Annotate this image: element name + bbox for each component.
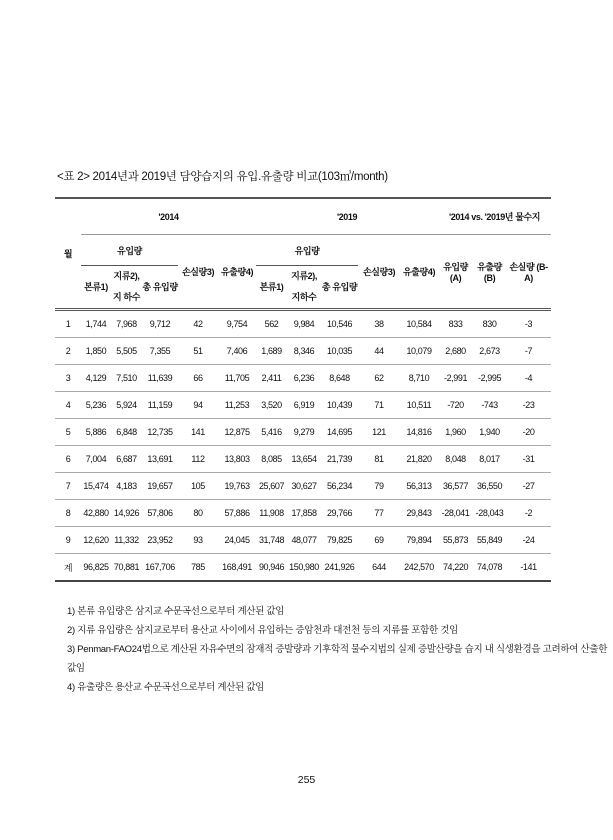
table-cell: 8,710 xyxy=(400,365,438,392)
table-cell: 1,744 xyxy=(81,310,111,338)
table-cell: 6,236 xyxy=(287,365,321,392)
table-cell: 7 xyxy=(55,473,81,500)
table-cell: 77 xyxy=(358,500,400,527)
table-cell: 6 xyxy=(55,446,81,473)
table-cell: 8,346 xyxy=(287,338,321,365)
table-cell: 11,639 xyxy=(142,365,178,392)
table-cell: -743 xyxy=(473,392,506,419)
table-cell: 79 xyxy=(358,473,400,500)
header-2014: '2014 xyxy=(81,198,256,235)
table-cell: 8,048 xyxy=(438,446,473,473)
header-tributary-2014: 지류2),지 하수 xyxy=(113,271,140,302)
table-cell: 90,946 xyxy=(256,554,287,582)
table-cell: 12,875 xyxy=(218,419,256,446)
header-inflow-2014: 유입량 xyxy=(81,235,178,266)
table-cell: 31,748 xyxy=(256,527,287,554)
page-number: 255 xyxy=(297,774,316,786)
header-main-2014: 본류1) xyxy=(84,281,108,292)
table-cell: 7,406 xyxy=(218,338,256,365)
table-cell: 36,550 xyxy=(473,473,506,500)
table-cell: 1,850 xyxy=(81,338,111,365)
header-outflow-b: 유출량 (B) xyxy=(477,262,502,283)
header-main-2019: 본류1) xyxy=(259,281,284,292)
table-cell: 13,654 xyxy=(287,446,321,473)
table-cell: 7,968 xyxy=(111,310,142,338)
table-cell: 150,980 xyxy=(287,554,321,582)
table-cell: 19,763 xyxy=(218,473,256,500)
table-cell: 4,129 xyxy=(81,365,111,392)
table-cell: 57,806 xyxy=(142,500,178,527)
table-cell: 10,511 xyxy=(400,392,438,419)
header-total-2019: 총 유입량 xyxy=(321,281,358,292)
table-cell: 25,607 xyxy=(256,473,287,500)
table-cell: 55,873 xyxy=(438,527,473,554)
table-cell: 11,705 xyxy=(218,365,256,392)
header-inflow-2019: 유입량 xyxy=(256,235,358,266)
table-cell: 2 xyxy=(55,338,81,365)
table-cell: -31 xyxy=(506,446,551,473)
footnote-1: 1) 본류 유입량은 삼지교 수문곡선으로부터 계산된 값임 xyxy=(67,606,285,617)
footnotes xyxy=(67,602,613,697)
table-row xyxy=(55,338,551,365)
table-cell: 30,627 xyxy=(287,473,321,500)
table-cell: 66 xyxy=(178,365,218,392)
table-cell: 105 xyxy=(178,473,218,500)
header-tributary-2019: 지류2), 지하수 xyxy=(291,271,317,302)
table-cell: 17,858 xyxy=(287,500,321,527)
table-cell: 48,077 xyxy=(287,527,321,554)
table-cell: 74,078 xyxy=(473,554,506,582)
water-balance-table xyxy=(55,197,551,582)
table-cell: 5,886 xyxy=(81,419,111,446)
footnote-4: 4) 유출량은 용산교 수문곡선으로부터 계산된 값임 xyxy=(67,682,265,693)
table-cell: 2,411 xyxy=(256,365,287,392)
table-row xyxy=(55,419,551,446)
table-cell: 3,520 xyxy=(256,392,287,419)
table-cell: -28,041 xyxy=(438,500,473,527)
table-cell: 81 xyxy=(358,446,400,473)
table-cell: 10,439 xyxy=(321,392,358,419)
table-cell: 6,919 xyxy=(287,392,321,419)
table-cell: 785 xyxy=(178,554,218,582)
table-cell: 242,570 xyxy=(400,554,438,582)
table-cell: 21,739 xyxy=(321,446,358,473)
header-loss-2019: 손실량3) xyxy=(362,267,396,277)
table-cell: -7 xyxy=(506,338,551,365)
table-row xyxy=(55,392,551,419)
table-caption: <표 2> 2014년과 2019년 담양습지의 유입.유출량 비교(103㎥/month) xyxy=(57,171,388,183)
table-cell: -2,995 xyxy=(473,365,506,392)
table-cell: 121 xyxy=(358,419,400,446)
table-cell: 12,620 xyxy=(81,527,111,554)
table-cell: 69 xyxy=(358,527,400,554)
table-cell: 2,673 xyxy=(473,338,506,365)
table-cell: 141 xyxy=(178,419,218,446)
table-cell: 70,881 xyxy=(111,554,142,582)
table-cell: 9,984 xyxy=(287,310,321,338)
table-cell: 112 xyxy=(178,446,218,473)
table-body xyxy=(55,310,551,582)
table-cell: 1,940 xyxy=(473,419,506,446)
table-row xyxy=(55,446,551,473)
table-cell: 24,045 xyxy=(218,527,256,554)
table-cell: 5,236 xyxy=(81,392,111,419)
table-cell: 71 xyxy=(358,392,400,419)
table-cell: 5,924 xyxy=(111,392,142,419)
table-cell: 7,510 xyxy=(111,365,142,392)
table-cell: 44 xyxy=(358,338,400,365)
table-cell: 1 xyxy=(55,310,81,338)
table-cell: 42,880 xyxy=(81,500,111,527)
table-cell: 29,766 xyxy=(321,500,358,527)
table-cell: 51 xyxy=(178,338,218,365)
table-cell: 168,491 xyxy=(218,554,256,582)
table-cell: 74,220 xyxy=(438,554,473,582)
table-cell: 10,079 xyxy=(400,338,438,365)
table-cell: 5,416 xyxy=(256,419,287,446)
table-cell: 14,816 xyxy=(400,419,438,446)
table-cell: 9,754 xyxy=(218,310,256,338)
table-cell: 10,035 xyxy=(321,338,358,365)
table-row xyxy=(55,527,551,554)
table-cell: 11,253 xyxy=(218,392,256,419)
table-row xyxy=(55,473,551,500)
table-cell: -2 xyxy=(506,500,551,527)
table-row xyxy=(55,500,551,527)
table-cell: 14,926 xyxy=(111,500,142,527)
table-cell: 6,848 xyxy=(111,419,142,446)
table-cell: 7,355 xyxy=(142,338,178,365)
header-outflow-2014: 유출량4) xyxy=(220,267,254,277)
header-loss-ba: 손실량 (B-A) xyxy=(509,262,548,283)
table-cell: 6,687 xyxy=(111,446,142,473)
table-cell: 80 xyxy=(178,500,218,527)
table-cell: 7,004 xyxy=(81,446,111,473)
table-cell: -20 xyxy=(506,419,551,446)
table-cell: 9,279 xyxy=(287,419,321,446)
table-cell: 1,960 xyxy=(438,419,473,446)
table-row xyxy=(55,310,551,338)
table-cell: -2,991 xyxy=(438,365,473,392)
table-cell: 562 xyxy=(256,310,287,338)
table-cell: 56,234 xyxy=(321,473,358,500)
table-cell: 42 xyxy=(178,310,218,338)
table-cell: 56,313 xyxy=(400,473,438,500)
table-row xyxy=(55,365,551,392)
table-cell: 644 xyxy=(358,554,400,582)
table-cell: 23,952 xyxy=(142,527,178,554)
header-compare: '2014 vs. '2019년 물수지 xyxy=(438,198,551,235)
header-month: 월 xyxy=(55,198,81,310)
table-cell: 833 xyxy=(438,310,473,338)
table-cell: 3 xyxy=(55,365,81,392)
table-cell: 11,159 xyxy=(142,392,178,419)
table-cell: -4 xyxy=(506,365,551,392)
table-cell: 4,183 xyxy=(111,473,142,500)
footnote-3: 3) Penman-FAO24법으로 계산된 자유수면의 잠재적 증발량과 기후학적 물수지법의 실제 증발산량을 습지 내 식생환경을 고려하여 산출한 값임 xyxy=(67,644,608,674)
footnote-2: 2) 지류 유입량은 삼지교로부터 용산교 사이에서 유입하는 증암천과 대전천 등의 지류를 포함한 것임 xyxy=(67,625,459,636)
table-cell: 2,680 xyxy=(438,338,473,365)
table-cell: 9 xyxy=(55,527,81,554)
table-cell: 13,691 xyxy=(142,446,178,473)
table-cell: 19,657 xyxy=(142,473,178,500)
table-cell: 14,695 xyxy=(321,419,358,446)
header-loss-2014: 손실량3) xyxy=(181,267,215,277)
table-cell: 167,706 xyxy=(142,554,178,582)
table-cell: 4 xyxy=(55,392,81,419)
table-cell: 241,926 xyxy=(321,554,358,582)
table-cell: 12,735 xyxy=(142,419,178,446)
table-cell: 11,908 xyxy=(256,500,287,527)
table-row xyxy=(55,554,551,582)
table-cell: 94 xyxy=(178,392,218,419)
table-cell: 1,689 xyxy=(256,338,287,365)
header-outflow-2019: 유출량4) xyxy=(402,267,436,277)
table-cell: 8,017 xyxy=(473,446,506,473)
header-total-2014: 총 유입량 xyxy=(142,281,178,292)
table-cell: 96,825 xyxy=(81,554,111,582)
table-cell: 36,577 xyxy=(438,473,473,500)
table-cell: 79,825 xyxy=(321,527,358,554)
table-cell: 57,886 xyxy=(218,500,256,527)
table-cell: -24 xyxy=(506,527,551,554)
table-cell: -28,043 xyxy=(473,500,506,527)
table-cell: 8,085 xyxy=(256,446,287,473)
table-cell: 29,843 xyxy=(400,500,438,527)
table-cell: 8 xyxy=(55,500,81,527)
table-cell: 13,803 xyxy=(218,446,256,473)
table-cell: -141 xyxy=(506,554,551,582)
table-cell: 15,474 xyxy=(81,473,111,500)
table-cell: 62 xyxy=(358,365,400,392)
table-cell: 830 xyxy=(473,310,506,338)
table-cell: 21,820 xyxy=(400,446,438,473)
table-cell: 10,584 xyxy=(400,310,438,338)
table-cell: 11,332 xyxy=(111,527,142,554)
table-cell: 10,546 xyxy=(321,310,358,338)
table-cell: -23 xyxy=(506,392,551,419)
table-cell: 5,505 xyxy=(111,338,142,365)
table-cell: 55,849 xyxy=(473,527,506,554)
table-cell: 9,712 xyxy=(142,310,178,338)
table-cell: -27 xyxy=(506,473,551,500)
table-cell: 5 xyxy=(55,419,81,446)
header-2019: '2019 xyxy=(256,198,438,235)
table-cell: 8,648 xyxy=(321,365,358,392)
table-cell: -3 xyxy=(506,310,551,338)
table-cell: 79,894 xyxy=(400,527,438,554)
table-cell: -720 xyxy=(438,392,473,419)
table-cell: 38 xyxy=(358,310,400,338)
header-inflow-a: 유입량 (A) xyxy=(443,262,468,283)
table-cell: 계 xyxy=(55,554,81,582)
table-cell: 93 xyxy=(178,527,218,554)
